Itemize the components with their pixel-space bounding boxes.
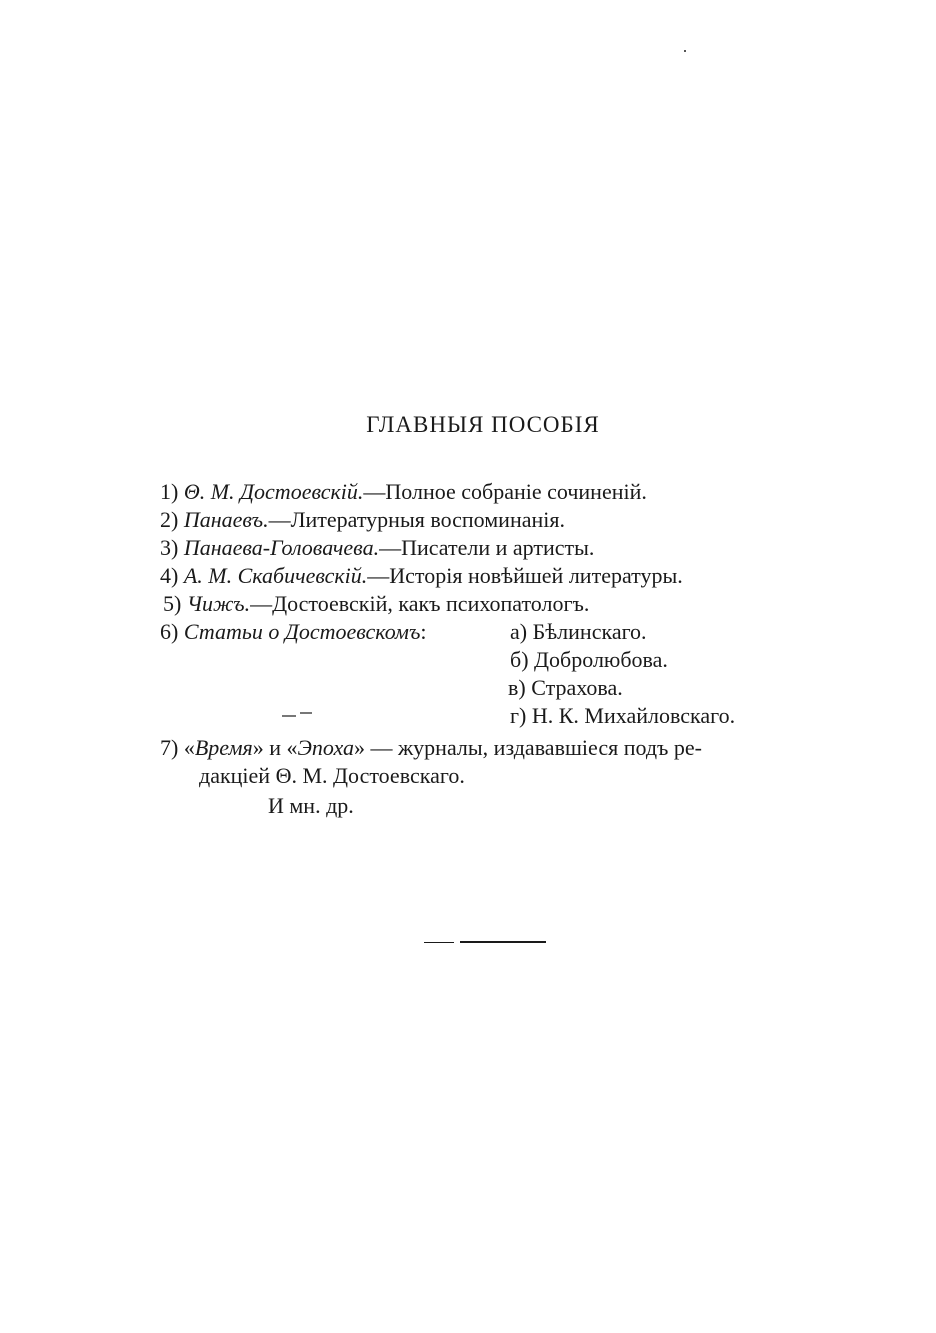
bibliography-item-3 <box>160 534 594 562</box>
decorative-rule <box>424 942 454 943</box>
item-author: Панаева-Головачева. <box>183 535 380 560</box>
subitem-letter: а) <box>510 619 528 644</box>
subitem-letter: г) <box>510 703 527 728</box>
subitem-b <box>510 646 668 674</box>
print-speck <box>282 715 296 717</box>
item-text: —Исторія новѣйшей литературы. <box>367 563 683 588</box>
subitem-letter: в) <box>508 675 526 700</box>
item-text: —Писатели и артисты. <box>379 535 595 560</box>
item-number: 6) <box>160 619 179 644</box>
quote-close: » <box>353 735 365 760</box>
subitem-v <box>508 674 623 702</box>
item-author: Панаевъ. <box>183 507 269 532</box>
bibliography-item-5 <box>163 590 589 618</box>
subitem-text: Н. К. Михайловскаго. <box>531 703 736 728</box>
bibliography-item-2 <box>160 506 565 534</box>
conjunction: и <box>263 735 287 760</box>
print-speck <box>684 50 686 52</box>
item-number: 2) <box>160 507 179 532</box>
item-author: Θ. М. Достоевскій. <box>183 479 364 504</box>
bibliography-item-7-continuation: дакціей Θ. М. Достоевскаго. <box>199 763 465 788</box>
item-text: : <box>420 619 427 644</box>
decorative-rule <box>460 941 546 943</box>
subitem-g <box>510 702 735 730</box>
quote-close: » <box>252 735 264 760</box>
item-text: —Литературныя воспоминанія. <box>268 507 565 532</box>
closing-note: И мн. др. <box>268 793 354 818</box>
bibliography-item-1 <box>160 478 647 506</box>
bibliography-item-6 <box>160 618 427 646</box>
subitem-a <box>510 618 647 646</box>
print-speck <box>300 712 312 714</box>
item-number: 7) <box>160 735 179 760</box>
quote-open: « <box>183 735 195 760</box>
item-number: 3) <box>160 535 179 560</box>
bibliography-item-4 <box>160 562 683 590</box>
item-author: Статьи о Достоевскомъ <box>183 619 421 644</box>
subitem-text: Добролюбова. <box>534 647 668 672</box>
subitem-letter: б) <box>510 647 529 672</box>
item-text: — журналы, издававшіеся подъ ре- <box>364 735 702 760</box>
quote-open: « <box>286 735 298 760</box>
subitem-text: Страхова. <box>531 675 623 700</box>
item-number: 1) <box>160 479 179 504</box>
item-author: А. М. Скабичевскій. <box>183 563 368 588</box>
subitem-text: Бѣлинскаго. <box>532 619 647 644</box>
item-number: 4) <box>160 563 179 588</box>
journal-title-vremya: Время <box>194 735 253 760</box>
bibliography-item-7 <box>160 734 702 762</box>
page-heading: ГЛАВНЫЯ ПОСОБІЯ <box>366 412 600 437</box>
item-author: Чижъ. <box>186 591 251 616</box>
item-text: —Полное собраніе сочиненій. <box>363 479 647 504</box>
journal-title-epokha: Эпоха <box>297 735 354 760</box>
item-text: —Достоевскій, какъ психопатологъ. <box>250 591 590 616</box>
item-number: 5) <box>163 591 182 616</box>
